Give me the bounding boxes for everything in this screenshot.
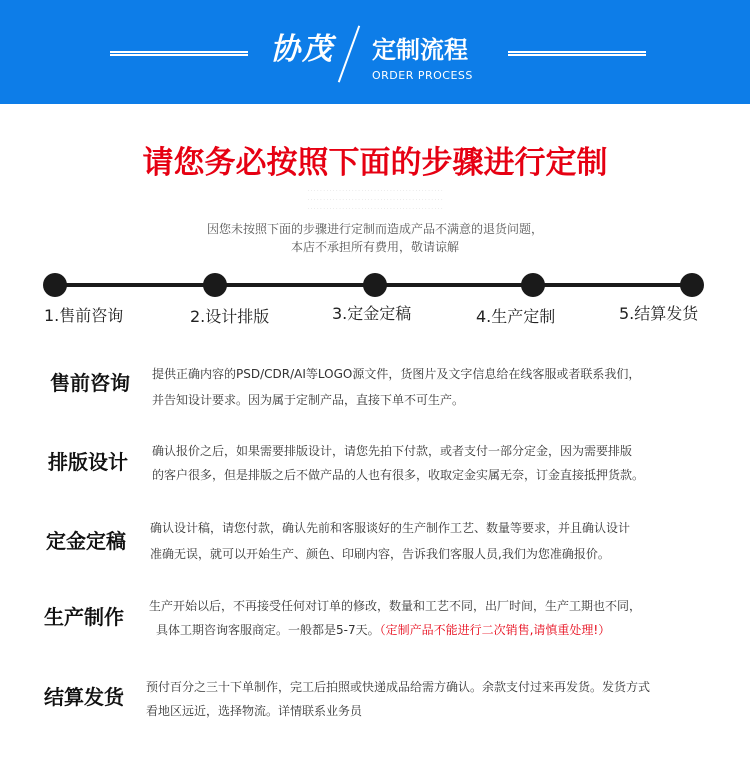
section-title: 排版设计 — [48, 450, 128, 474]
notice-line-2: 本店不承担所有费用，敬请谅解 — [290, 240, 459, 254]
step-label-production: 4.生产定制 — [476, 307, 556, 326]
timeline-dot — [203, 273, 227, 297]
production-duration-text: 具体工期咨询客服商定。一般都是5-7天。 — [156, 623, 380, 637]
step-label-presales: 1.售前咨询 — [44, 306, 124, 325]
decorative-faint-text: · · · · · · · · · · · · · · · · · · · · · · · · · · · · · · · · · · · · · · · · · · · — [307, 197, 443, 203]
section-title: 生产制作 — [44, 605, 124, 629]
section-text-line: 准确无误，就可以开始生产、颜色、印刷内容，告诉我们客服人员,我们为您准确报价。 — [150, 547, 610, 561]
section-text-line: 生产开始以后，不再接受任何对订单的修改，数量和工艺不同，出厂时间，生产工期也不同， — [149, 599, 642, 613]
section-text-line: 确认报价之后，如果需要排版设计，请您先拍下付款，或者支付一部分定金，因为需要排版 — [152, 444, 633, 458]
section-title: 定金定稿 — [46, 529, 126, 553]
header-banner — [0, 0, 750, 104]
section-title: 结算发货 — [44, 685, 124, 709]
timeline-dot — [680, 273, 704, 297]
section-text-line: 预付百分之三十下单制作，完工后拍照或快递成品给需方确认。余款支付过来再发货。发货方式 — [146, 680, 651, 694]
decorative-faint-text: · · · · · · · · · · · · · · · · · · · · · · · · · · · · · · · · · · · · · · · · · · · — [307, 188, 443, 194]
section-text-line — [156, 621, 610, 639]
timeline-dot — [363, 273, 387, 297]
step-label-design: 2.设计排版 — [190, 307, 270, 326]
section-text-line: 提供正确内容的PSD/CDR/AI等LOGO源文件，货图片及文字信息给在线客服或者联系我们， — [152, 367, 641, 381]
decorative-faint-text: · · · · · · · · · · · · · · · · · · · · · · · · · · · · · · · · · · · · · · · · · · · — [307, 206, 443, 212]
main-headline: 请您务必按照下面的步骤进行定制 — [142, 145, 608, 181]
header-title: 定制流程 — [372, 36, 468, 64]
section-text-line: 看地区远近，选择物流。详情联系业务员 — [146, 704, 363, 718]
brand-logo: 协茂 — [270, 32, 334, 67]
section-title: 售前咨询 — [50, 371, 130, 395]
section-text-line: 并告知设计要求。因为属于定制产品，直接下单不可生产。 — [152, 393, 465, 407]
header-subtitle: ORDER PROCESS — [372, 69, 473, 82]
warning-text: （定制产品不能进行二次销售,请慎重处理!） — [379, 623, 611, 637]
header-deco-line-left — [110, 51, 248, 56]
timeline-dot — [43, 273, 67, 297]
section-text-line: 确认设计稿，请您付款，确认先前和客服谈好的生产制作工艺、数量等要求，并且确认设计 — [150, 521, 631, 535]
notice-line-1: 因您未按照下面的步骤进行定制而造成产品不满意的退货问题， — [206, 222, 543, 236]
header-deco-line-right — [508, 51, 646, 56]
timeline-dot — [521, 273, 545, 297]
section-text-line: 的客户很多，但是排版之后不做产品的人也有很多，收取定金实属无奈，订金直接抵押货款。 — [152, 468, 645, 482]
step-label-deposit: 3.定金定稿 — [332, 304, 412, 323]
step-label-delivery: 5.结算发货 — [619, 304, 699, 323]
